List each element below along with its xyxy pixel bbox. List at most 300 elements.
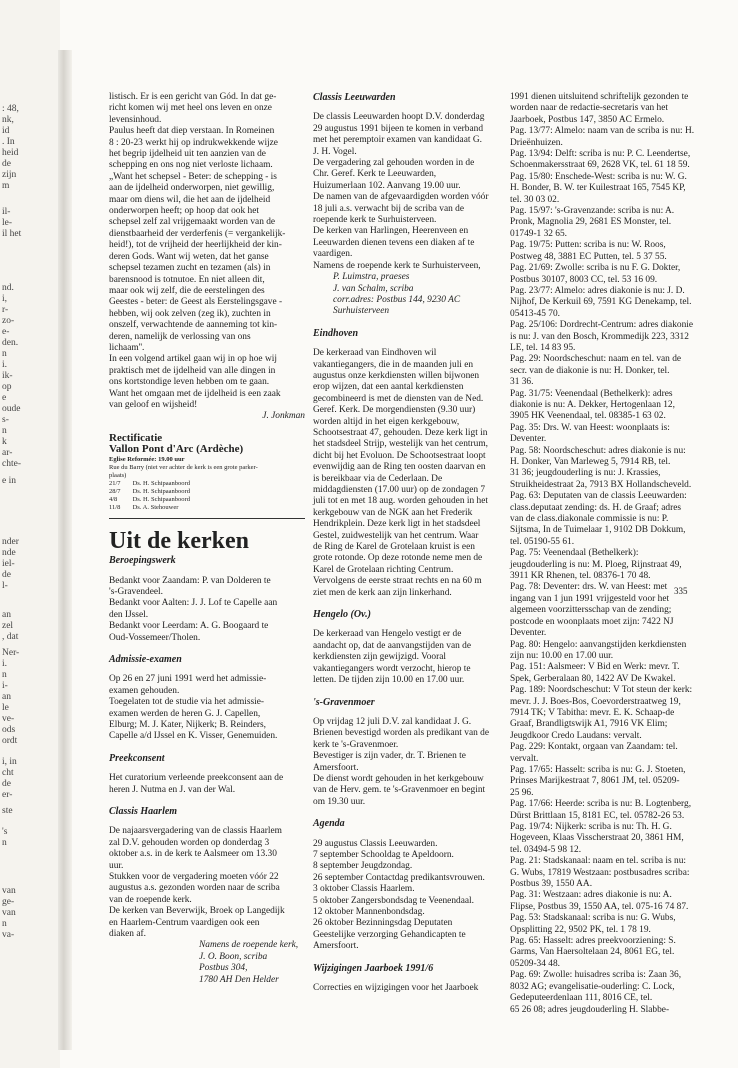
- text-line: jeugdouderling is nu: M. Ploeg, Rijnstraat 49,: [510, 559, 682, 570]
- text-line: onszelf, verwachtende de aanneming tot kin-: [109, 320, 278, 331]
- text-line: Hogeveen, Klaas Visscherstraat 20, 3861 HM,: [510, 833, 684, 844]
- text-line: juli tot en met 18 aug. worden gehouden in het: [313, 496, 488, 507]
- previous-page-fragment: den.: [2, 338, 19, 348]
- text-line: De kerkeraad van Hengelo vestigt er de: [313, 629, 462, 640]
- text-line: Pag. 19/75: Putten: scriba is nu: W. Roos,: [510, 240, 666, 251]
- text-line: diaken af.: [109, 929, 146, 940]
- book-spine: [58, 50, 72, 1050]
- section-divider: [109, 518, 305, 520]
- previous-page-fragment: van: [2, 886, 16, 896]
- previous-page-fragment: zel: [2, 621, 14, 631]
- text-line: vervalt.: [510, 753, 539, 764]
- text-line: 3 oktober Classis Haarlem.: [313, 884, 415, 895]
- heading-eindhoven: Eindhoven: [313, 327, 359, 339]
- previous-page-fragment: le: [2, 703, 9, 713]
- text-line: Bedankt voor Zaandam: P. van Dolderen te: [109, 575, 271, 586]
- text-line: heren J. Nutma en J. van der Wal.: [109, 784, 236, 795]
- previous-page-fragment: r-: [2, 305, 9, 315]
- previous-page-fragment: il het: [2, 229, 22, 239]
- previous-page-fragment: n: [2, 838, 7, 848]
- text-line: class.deputaat zending: ds. H. de Graaf; adres: [510, 502, 682, 513]
- previous-page-fragment: il-: [2, 207, 11, 217]
- text-line: Want het omgaan met de ijdelheid is een zaak: [109, 388, 281, 399]
- text-line: barensnood is totnutoe. En niet alleen dit,: [109, 274, 265, 285]
- text-line: Pag. 15/80: Enschede-West: scriba is nu: W. G.: [510, 171, 687, 182]
- text-line: van de Herv. gem. te 's-Gravenmoer en begint: [313, 785, 486, 796]
- heading-hengelo: Hengelo (Ov.): [313, 609, 371, 621]
- text-line: Amersfoort.: [313, 941, 359, 952]
- text-line: Flipse, Postbus 39, 1550 AA, tel. 075-16 74 87.: [510, 901, 689, 912]
- previous-page-fragment: n: [2, 426, 7, 436]
- text-line: 18 juli a.s. verwacht bij de scriba van de: [313, 203, 464, 214]
- text-line: 7914 TK; V Tabitha: mevr. E. K. Schaap-de: [510, 707, 675, 718]
- rectificatie-block: [109, 433, 305, 512]
- text-line: Pag. 23/77: Almelo: adres diakonie is nu: J. D.: [510, 285, 685, 296]
- column-2: [313, 92, 499, 994]
- heading-preekconsent: Preekconsent: [109, 752, 165, 764]
- text-line: Bedankt voor Aalten: J. J. Lof te Capelle aan: [109, 598, 278, 609]
- previous-page-fragment: n: [2, 670, 7, 680]
- text-line: Postweg 48, 3881 EC Putten, tel. 5 37 55.: [510, 251, 667, 262]
- text-line: Karel de Grotelaan richting Centrum.: [313, 564, 454, 575]
- previous-page-fragment: zijn: [2, 170, 17, 180]
- text-line: Bedankt voor Leerdam: A. G. Boogaard te: [109, 621, 269, 632]
- text-line: levensinhoud.: [109, 114, 162, 125]
- text-line: Capelle a/d IJssel en K. Visser, Genemuiden.: [109, 731, 278, 742]
- text-line: Sijtsma, In de Tuimelaar 1, 9102 DB Dokkum,: [510, 525, 686, 536]
- rectificatie-title: Rectificatie: [109, 431, 163, 444]
- previous-page-fragment: de: [2, 779, 11, 789]
- text-line: 26 september Contactdag predikantsvrouwen.: [313, 872, 485, 883]
- text-line: om 19.30 uur.: [313, 796, 366, 807]
- schedule-preacher: Ds. A. Stehouwer: [132, 503, 179, 511]
- text-line: vaardigen.: [313, 249, 353, 260]
- text-line: met het peremptoir examen van kandidaat G.: [313, 135, 482, 146]
- previous-page-fragment: ordt: [2, 736, 18, 746]
- text-line: Namens de roepende kerk te Surhuisterveen,: [313, 260, 481, 271]
- text-line: ons kortstondige leven hebben om te gaan.: [109, 377, 270, 388]
- text-line: Het curatorium verleende preekconsent aan de: [109, 773, 284, 784]
- text-line: aan de ijdelheid onderworpen, niet gewillig,: [109, 183, 275, 194]
- text-line: tel. 30 03 02.: [510, 194, 560, 205]
- text-line: diakonie is nu: A. Dekker, Hertogenlaan 12,: [510, 399, 675, 410]
- text-line: Pag. 13/77: Almelo: naam van de scriba is nu: H.: [510, 126, 695, 137]
- text-line: kerkgebouw van de NGK aan het Frederik: [313, 507, 473, 518]
- previous-page-fragment: an: [2, 610, 11, 620]
- signature-line: 1780 AH Den Helder: [199, 974, 279, 985]
- text-line: roepende kerk te Surhuisterveen.: [313, 215, 437, 226]
- text-line: 8032 AG; evangelisatie-ouderling: C. Lock,: [510, 981, 675, 992]
- text-line: aandacht op, dat de aanvangstijden van de: [313, 640, 472, 651]
- previous-page-fragment: i.: [2, 659, 8, 669]
- text-line: Stukken voor de vergadering moeten vóór 22: [109, 872, 279, 883]
- text-line: 01749-1 32 65.: [510, 228, 568, 239]
- schedule-date: 11/8: [109, 503, 121, 511]
- beroepingswerk-text: [109, 576, 305, 644]
- signature-line: J. van Schalm, scriba: [333, 283, 414, 294]
- heading-wijzigingen: Wijzigingen Jaarboek 1991/6: [313, 962, 434, 974]
- text-line: Schoenmakersstraat 69, 2628 VK, tel. 61 18 59.: [510, 160, 690, 171]
- eindhoven-text: [313, 348, 499, 599]
- previous-page-fragment: i, in: [2, 757, 17, 767]
- previous-page-fragment: , dat: [2, 632, 19, 642]
- previous-page-fragment: e in: [2, 476, 16, 486]
- text-line: 's-Gravendeel.: [109, 586, 164, 597]
- text-line: 1991 dienen uitsluitend schriftelijk gezonden te: [510, 92, 689, 102]
- text-line: De kerken van Harlingen, Heerenveen en: [313, 226, 469, 237]
- text-line: 29 augustus Classis Leeuwarden.: [313, 838, 438, 849]
- previous-page-fragment: i.: [2, 360, 8, 370]
- text-line: Pag. 19/74: Nijkerk: scriba is nu: Th. H. G.: [510, 822, 672, 832]
- text-line: grote rotonde. Op deze rotonde neme men de: [313, 553, 483, 564]
- schedule-date: 28/7: [109, 487, 121, 495]
- text-line: algemeen voorzittersschap van de zending;: [510, 605, 672, 616]
- text-line: listisch. Er is een gericht van Gód. In dat ge-: [109, 92, 277, 102]
- text-line: Pag. 58: Noordscheschut: adres diakonie is nu:: [510, 445, 686, 456]
- rectificatie-line: plaats): [109, 471, 127, 479]
- text-line: Deventer.: [510, 434, 547, 445]
- text-line: Toegelaten tot de studie via het admissie-: [109, 697, 265, 708]
- text-line: Pag. 17/65: Hasselt: scriba is nu: G. J. Stoeten,: [510, 764, 686, 775]
- previous-page-fragment: k: [2, 437, 7, 447]
- text-line: Chr. Geref. Kerk te Leeuwarden,: [313, 169, 437, 180]
- text-line: Pag. 75: Veenendaal (Bethelkerk):: [510, 548, 639, 559]
- text-line: Pag. 31/75: Veenendaal (Bethelkerk): adres: [510, 388, 673, 399]
- text-line: Opsplitting 22, 9502 PK, tel. 1 78 19.: [510, 924, 651, 935]
- text-line: De classis Leeuwarden hoopt D.V. donderdag: [313, 112, 485, 123]
- signature-line: Postbus 304,: [199, 963, 248, 974]
- text-line: Struikheidestraat 2a, 7913 BX Hollandscheveld.: [510, 479, 692, 490]
- text-line: 65 26 08; adres jeugdouderling H. Slabbe-: [510, 1004, 670, 1015]
- text-line: Hendrikplein. Deze kerk ligt in het stadsdeel: [313, 519, 481, 530]
- text-line: Prinses Marijkestraat 7, 8061 JM, tel. 05209-: [510, 776, 680, 787]
- previous-page-fragment: n: [2, 919, 7, 929]
- previous-page-fragment: cht: [2, 768, 14, 778]
- previous-page-fragment: heid: [2, 148, 19, 158]
- previous-page-fragment: iel-: [2, 559, 15, 569]
- text-line: deren, namelijk de verlossing van ons: [109, 331, 251, 342]
- text-line: examen werden de heren G. J. Capellen,: [109, 708, 261, 719]
- hengelo-text: [313, 629, 499, 686]
- section-title: Uit de kerken: [109, 528, 249, 555]
- text-line: Gedeputeerdenlaan 111, 8016 CE, tel.: [510, 993, 653, 1004]
- text-line: Pag. 15/97: 's-Gravenzande: scriba is nu: A.: [510, 206, 675, 217]
- previous-page-fragment: ik-: [2, 371, 13, 381]
- text-line: 31 36; jeugdouderling is nu: J. Krassies,: [510, 468, 661, 479]
- text-line: 26 oktober Bezinningsdag Deputaten: [313, 918, 453, 929]
- text-line: evenwijdig aan de Ring ten oosten daarvan en: [313, 462, 486, 473]
- text-line: richt komen wij met heel ons leven en onze: [109, 103, 272, 114]
- preekconsent-text: [109, 773, 305, 796]
- heading-classis-haarlem: Classis Haarlem: [109, 806, 178, 817]
- signature-line: Namens de roepende kerk,: [199, 940, 299, 951]
- gravenmoer-text: [313, 717, 499, 808]
- rectificatie-subtitle: Vallon Pont d'Arc (Ardèche): [109, 443, 244, 456]
- previous-page-fragment: i-: [2, 681, 8, 691]
- text-line: tel. 05190-55 61.: [510, 536, 575, 547]
- text-line: Elburg; M. J. Kater, Nijkerk; B. Reinders,: [109, 719, 266, 730]
- text-line: 29 augustus 1991 bijeen te komen in verband: [313, 123, 484, 134]
- text-line: worden naar de redactie-secretaris van het: [510, 103, 668, 114]
- text-line: mevr. J. J. Boes-Bos, Coevorderstraatweg 19,: [510, 696, 681, 707]
- previous-page-fragment: nder: [2, 537, 19, 547]
- rectificatie-line: Rue du Barry (niet ver achter de kerk is een grote parker-: [109, 463, 258, 471]
- text-line: dienstbaarheid der verderfenis (= vergankelijk-: [109, 228, 286, 239]
- text-line: Vervolgens de eerste straat rechts en na 60 m: [313, 576, 482, 587]
- text-line: maar om diens wil, die het aan de ijdelheid: [109, 194, 271, 205]
- text-line: Brienen bevestigd worden als predikant van de: [313, 728, 489, 739]
- text-line: J. H. Vogel.: [313, 146, 357, 157]
- text-line: 5 oktober Zangersbondsdag te Veenendaal.: [313, 895, 474, 906]
- signature-line: Surhuisterveen: [333, 306, 390, 317]
- previous-page-fragment: oude: [2, 404, 21, 414]
- previous-page-fragment: e: [2, 393, 7, 403]
- text-line: Schootsestraat 47, gehouden. Deze kerk ligt in: [313, 427, 488, 438]
- text-line: zijn nu: 10.00 en 17.00 uur.: [510, 650, 614, 661]
- text-line: Spek, Gerberalaan 80, 1422 AV De Kwakel.: [510, 673, 676, 684]
- previous-page-fragment: . In: [2, 137, 15, 147]
- text-line: Pag. 25/106: Dordrecht-Centrum: adres diakonie: [510, 320, 694, 331]
- previous-page-fragment: nde: [2, 548, 16, 558]
- text-line: Op 26 en 27 juni 1991 werd het admissie-: [109, 674, 267, 685]
- text-line: Pag. 53: Stadskanaal: scriba is nu: G. Wubs,: [510, 913, 676, 924]
- text-line: Geestes - beter: de Geest als Eerstelingsgave -: [109, 297, 283, 308]
- page-number: 335: [674, 586, 688, 596]
- previous-page-fragment: de: [2, 159, 11, 169]
- heading-classis-leeuwarden: Classis Leeuwarden: [313, 92, 396, 103]
- previous-page-fragment: de: [2, 570, 11, 580]
- signature-line: P. Luimstra, praeses: [333, 272, 410, 283]
- text-line: Graaf, Brandligtswijk A1, 7916 VK Elim;: [510, 719, 668, 730]
- text-line: Pag. 17/66: Heerde: scriba is nu: B. Logtenberg,: [510, 799, 692, 810]
- text-line: Pag. 29: Noordscheschut: naam en tel. van de: [510, 354, 682, 365]
- previous-page-fragment: zo-: [2, 316, 15, 326]
- text-line: Bevestiger is zijn vader, dr. T. Brienen te: [313, 751, 466, 762]
- text-line: uur.: [109, 860, 124, 871]
- text-line: Jeugdkoor Credo Laudans: vervalt.: [510, 730, 642, 741]
- text-line: „Want het schepsel - Beter: de schepping - is: [109, 171, 277, 182]
- text-line: schepping en ons nog niet verloste lichaam.: [109, 160, 273, 171]
- text-line: augustus onze kerkdiensten willen bijwonen: [313, 370, 480, 381]
- heading-gravenmoer: 's-Gravenmoer: [313, 696, 375, 708]
- text-line: 25 96.: [510, 787, 534, 798]
- text-line: Pag. 35: Drs. W. van Heest: woonplaats is:: [510, 422, 670, 433]
- previous-page-fragment: op: [2, 382, 12, 392]
- text-line: ziet men de kerk aan zijn linkerhand.: [313, 587, 452, 598]
- previous-page-fragment: ar-: [2, 448, 13, 458]
- text-line: Gestel, zuidwestelijk van het centrum. Waar: [313, 530, 479, 541]
- signature-line: J. O. Boon, scriba: [199, 951, 268, 962]
- text-line: De najaarsvergadering van de classis Haarlem: [109, 826, 282, 837]
- text-line: onderworpen heeft; op hoop dat ook het: [109, 206, 259, 217]
- text-line: Pag. 21: Stadskanaal: naam en tel. scriba is nu:: [510, 856, 687, 867]
- previous-page-fragment: er-: [2, 790, 13, 800]
- text-line: is bereikbaar via de Cederlaan. De: [313, 473, 443, 484]
- haarlem-signature: [109, 940, 305, 986]
- column-3: [510, 92, 706, 1016]
- previous-page-fragment: nd.: [2, 283, 14, 293]
- heading-admissie: Admissie-examen: [109, 653, 182, 665]
- text-line: 31 36.: [510, 377, 534, 388]
- text-line: kerk te 's-Gravenmoer.: [313, 739, 399, 750]
- previous-page-edge: [0, 0, 60, 1068]
- text-line: Pronk, Magnolia 29, 2681 ES Monster, tel.: [510, 217, 672, 228]
- schedule-date: 21/7: [109, 479, 121, 487]
- text-line: Pag. 65: Hasselt: adres preekvoorziening: S.: [510, 936, 676, 947]
- previous-page-fragment: 's: [2, 827, 8, 837]
- wijzigingen-text: [313, 983, 499, 994]
- schedule-row: [109, 488, 202, 496]
- text-line: het stadsdeel Strijp, westelijk van het centrum,: [313, 439, 488, 450]
- text-line: 05413-45 70.: [510, 308, 560, 319]
- text-line: De kerken van Beverwijk, Broek op Langedijk: [109, 906, 285, 917]
- text-line: de Ring de Karel de Grotelaan kruist is een: [313, 542, 475, 553]
- text-line: Pag. 151: Aalsmeer: V Bid en Werk: mevr. T.: [510, 662, 680, 673]
- previous-page-fragment: id: [2, 126, 10, 136]
- text-line: Pag. 63: Deputaten van de classis Leeuwarden:: [510, 491, 687, 502]
- previous-page-fragment: nk,: [2, 115, 14, 125]
- text-line: deren Gods. Want wij weten, dat het ganse: [109, 251, 269, 262]
- text-line: Pag. 189: Noordscheschut: V Tot steun der kerk:: [510, 685, 693, 696]
- text-line: is nu: J. van den Bosch, Krommedijk 223, 3312: [510, 331, 689, 342]
- leeuwarden-text: [313, 112, 499, 272]
- text-line: den IJssel.: [109, 609, 149, 620]
- article-intro: [109, 92, 305, 411]
- schedule-preacher: Ds. H. Schipaanboord: [132, 487, 190, 495]
- text-line: 12 oktober Mannenbondsdag.: [313, 907, 425, 917]
- text-line: 3905 HK Veenendaal, tel. 08385-1 63 02.: [510, 411, 666, 422]
- text-line: postcode en woonplaats moet zijn: 7422 NJ: [510, 616, 674, 627]
- text-line: letten. De tijden zijn 10.00 en 17.00 uur.: [313, 675, 465, 686]
- text-line: schepsel zelf zal vrijgemaakt worden van de: [109, 217, 276, 228]
- text-line: heid!), tot de vrijheid der heerlijkheid der kin-: [109, 240, 282, 251]
- previous-page-fragment: ste: [2, 806, 13, 816]
- text-line: De vergadering zal gehouden worden in de: [313, 158, 475, 169]
- leeuwarden-signature: [313, 272, 499, 318]
- admissie-text: [109, 674, 305, 742]
- text-line: examen gehouden.: [109, 685, 180, 696]
- column-1: [109, 92, 305, 986]
- text-line: maar ook wij zelf, die de eerstelingen des: [109, 285, 265, 296]
- rectificatie-line: Eglise Reformée: 19.00 uur: [109, 455, 185, 463]
- text-line: Dürst Brittlaan 15, 8181 EC, tel. 05782-26 53.: [510, 810, 685, 821]
- previous-page-fragment: m: [2, 181, 10, 191]
- text-line: Nijhof, De Kerkuil 69, 7591 KG Denekamp, tel.: [510, 297, 692, 308]
- text-line: Pag. 31: Westzaan: adres diakonie is nu: A.: [510, 890, 672, 901]
- schedule-preacher: Ds. H. Schipaanboord: [132, 495, 190, 503]
- text-line: zal D.V. gehouden worden op donderdag 3: [109, 837, 270, 848]
- text-line: G. Wubs, 17819 Westzaan: postbusadres scriba:: [510, 867, 690, 878]
- schedule-row: [109, 480, 202, 488]
- text-line: van geloof en wijsheid!: [109, 399, 198, 410]
- text-line: Geestelijke verzorging Gehandicapten te: [313, 929, 466, 940]
- text-line: secr. van de diakonie is nu: H. Donker, tel.: [510, 365, 670, 376]
- text-line: Pag. 21/69: Zwolle: scriba is nu F. G. Dokter,: [510, 263, 681, 274]
- text-line: worden altijd in het eigen kerkgebouw,: [313, 416, 460, 427]
- text-line: Amersfoort.: [313, 762, 359, 773]
- text-line: De kerkeraad van Eindhoven wil: [313, 348, 437, 359]
- text-line: Geref. Kerk. De morgendiensten (9.30 uur): [313, 405, 476, 416]
- previous-page-fragment: an: [2, 692, 11, 702]
- text-line: 8 : 20-23 werkt hij op indrukwekkende wijze: [109, 137, 278, 148]
- text-line: dicht bij het Evoluon. De Schootsestraat loopt: [313, 450, 486, 461]
- signature-line: corr.adres: Postbus 144, 9230 AC: [333, 294, 461, 305]
- text-line: H. Bonder, B. W. ter Kuilestraat 165, 7545 KP,: [510, 183, 686, 194]
- text-line: H. Donker, Van Marleweg 5, 7914 RB, tel.: [510, 457, 671, 467]
- text-line: In een volgend artikel gaan wij in op hoe wij: [109, 354, 277, 365]
- text-line: Pag. 69: Zwolle: huisadres scriba is: Zaan 36,: [510, 970, 682, 981]
- previous-page-fragment: s-: [2, 415, 9, 425]
- text-line: De namen van de afgevaardigden worden vóór: [313, 192, 489, 203]
- text-line: middagdiensten (17.00 uur) op de zondagen 7: [313, 485, 486, 495]
- text-line: Correcties en wijzigingen voor het Jaarboek: [313, 983, 479, 994]
- text-line: Pag. 229: Kontakt, orgaan van Zaandam: tel.: [510, 742, 678, 753]
- previous-page-fragment: va-: [2, 930, 15, 940]
- text-line: Oud-Vossemeer/Tholen.: [109, 632, 201, 643]
- text-line: 3911 KR Rhenen, tel. 08376-1 70 48.: [510, 571, 651, 582]
- text-line: Deventer.: [510, 628, 547, 639]
- text-line: hebben, wij ook zelven (zeg ik), zuchten in: [109, 308, 271, 319]
- text-line: 7 september Schooldag te Apeldoorn.: [313, 849, 454, 860]
- text-line: Op vrijdag 12 juli D.V. zal kandidaat J. G.: [313, 716, 472, 727]
- text-line: 8 september Jeugdzondag.: [313, 861, 413, 872]
- text-line: schepsel tezamen zucht en tezamen (als) in: [109, 263, 271, 274]
- text-line: het begrip ijdelheid uit ten aanzien van de: [109, 149, 266, 160]
- agenda-text: [313, 839, 499, 953]
- previous-page-fragment: ve-: [2, 714, 15, 724]
- previous-page-fragment: le-: [2, 218, 13, 228]
- article-author: J. Jonkman: [262, 411, 305, 422]
- text-line: Jaarboek, Postbus 147, 3850 AC Ermelo.: [510, 114, 665, 125]
- rectificatie-schedule: [109, 480, 202, 512]
- text-line: ingang van 1 jun 1991 vrijgesteld voor het: [510, 593, 670, 604]
- text-line: praktisch met de ijdelheid van alle dingen in: [109, 365, 276, 376]
- schedule-row: [109, 504, 202, 512]
- heading-agenda: Agenda: [313, 818, 345, 830]
- previous-page-fragment: van: [2, 908, 16, 918]
- schedule-date: 4/8: [109, 495, 118, 503]
- text-line: Leeuwarden dienen tevens een diaken af te: [313, 237, 475, 248]
- previous-page-fragment: n: [2, 349, 7, 359]
- text-line: Drieënhuizen.: [510, 137, 563, 148]
- text-line: van de class.diakonale commissie is nu: P.: [510, 514, 669, 525]
- text-line: vakantiegangers wordt verzocht, hierop te: [313, 663, 471, 674]
- previous-page-fragment: chte-: [2, 459, 21, 469]
- text-line: 05209-34 48.: [510, 958, 560, 969]
- text-line: Postbus 30107, 8003 CC, tel. 53 16 09.: [510, 274, 658, 285]
- text-line: Paulus heeft dat diep verstaan. In Romeinen: [109, 126, 275, 137]
- text-line: Pag. 80: Hengelo: aanvangstijden kerkdiensten: [510, 639, 687, 650]
- previous-page-fragment: Ner-: [2, 648, 20, 658]
- previous-page-fragment: ge-: [2, 897, 15, 907]
- text-line: Postbus 39, 1550 AA.: [510, 879, 593, 890]
- text-line: De dienst wordt gehouden in het kerkgebouw: [313, 773, 484, 784]
- text-line: lichaam''.: [109, 342, 145, 353]
- text-line: tel. 03494-5 98 12.: [510, 844, 582, 855]
- text-line: vakantiegangers, die in de maanden juli en: [313, 359, 474, 370]
- text-line: Garms, Van Haersoltelaan 24, 8061 EG, tel.: [510, 947, 675, 958]
- previous-page-fragment: l-: [2, 581, 8, 591]
- text-line: Pag. 78: Deventer: drs. W. van Heest: met: [510, 582, 668, 593]
- schedule-row: [109, 496, 202, 504]
- text-line: kerkdiensten zijn gewijzigd. Vooral: [313, 652, 446, 663]
- text-line: Huizumerlaan 102. Aanvang 19.00 uur.: [313, 180, 461, 191]
- previous-page-fragment: ods: [2, 725, 16, 735]
- previous-page-fragment: : 48,: [2, 104, 19, 114]
- text-line: gecombineerd is met de diensten van de Ned.: [313, 393, 484, 404]
- haarlem-text: [109, 826, 305, 940]
- heading-beroepingswerk: Beroepingswerk: [109, 555, 176, 567]
